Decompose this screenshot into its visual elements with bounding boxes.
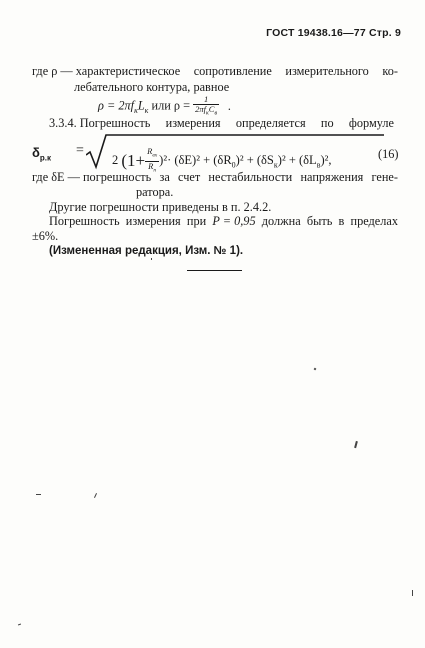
error-def-f: гене- <box>371 170 398 184</box>
equation-lhs-sub: р.к <box>39 153 52 163</box>
equation-number: (16) <box>378 147 399 161</box>
definition-text-a: где ρ — характеристическое <box>32 64 181 78</box>
scan-speck <box>151 258 152 260</box>
equation-body-5: )² + (δL <box>277 153 317 168</box>
equation-body-3-sub: 0 <box>231 160 236 170</box>
error-def-c: счет <box>178 170 201 184</box>
error-def-d: нестабильности <box>208 170 293 184</box>
scan-speck <box>314 368 317 371</box>
scan-speck <box>412 590 413 596</box>
section-heading <box>49 116 394 131</box>
definition-line-2: лебательного контура, равное <box>74 80 230 94</box>
scan-speck <box>36 494 41 495</box>
accuracy-d: P = 0,95 <box>212 214 256 228</box>
section-heading-b: измерения <box>165 116 221 130</box>
equation-body-4-sub: к <box>273 160 278 170</box>
accuracy-g: в <box>338 214 345 228</box>
equation-body-5-sub: в <box>316 160 321 170</box>
definition-line-1 <box>32 64 398 79</box>
rho-sub-2: к <box>144 106 149 116</box>
other-errors-line: Другие погрешности приведены в п. 2.4.2. <box>49 200 272 214</box>
rho-den-C: C <box>208 104 215 114</box>
error-definition-line-1 <box>32 170 398 185</box>
accuracy-f: быть <box>306 214 333 228</box>
error-definition-line-2: ратора. <box>136 185 174 199</box>
equation-equals: = <box>76 143 84 158</box>
error-def-e: напряжения <box>300 170 364 184</box>
equation-body-4: )² + (δS <box>235 153 274 168</box>
eq-num-sub: вх <box>152 152 158 159</box>
definition-text-c: измерительного <box>285 64 369 78</box>
scan-speck <box>354 441 357 448</box>
rho-den-text: 2πf <box>195 104 206 114</box>
accuracy-h: пределах <box>350 214 398 228</box>
equation-fraction-numerator <box>145 147 159 162</box>
accuracy-c: при <box>186 214 207 228</box>
equation-lhs <box>32 145 51 163</box>
rho-L: L <box>137 98 145 113</box>
section-divider <box>187 270 242 271</box>
scan-speck <box>18 624 21 626</box>
section-heading-c: определяется <box>235 116 306 130</box>
rho-den-sub-2: в <box>214 110 218 117</box>
error-def-a: где δE — погрешность <box>32 170 152 184</box>
equation-16 <box>32 133 402 173</box>
rho-or: или ρ = <box>148 98 191 113</box>
amendment-note: (Измененная редакция, Изм. № 1). <box>49 245 244 257</box>
section-heading-a: 3.3.4. Погрешность <box>49 116 151 130</box>
section-heading-d: по <box>320 116 334 130</box>
error-def-b: за <box>159 170 170 184</box>
page-header: ГОСТ 19438.16—77 Стр. 9 <box>266 27 401 39</box>
eq-den-R: R <box>148 160 154 171</box>
accuracy-a: Погрешность <box>49 214 120 228</box>
rho-dot: . <box>228 98 232 113</box>
accuracy-b: измерения <box>125 214 181 228</box>
scan-speck <box>94 493 97 498</box>
section-heading-e: формуле <box>348 116 394 130</box>
equation-body-1: 2 <box>112 153 119 168</box>
equation-lhs-delta: δ <box>32 145 40 160</box>
accuracy-e: должна <box>261 214 301 228</box>
eq-den-sub: п <box>153 167 157 174</box>
equation-body-2: (1+ <box>121 151 146 171</box>
definition-text-d: ко- <box>382 64 398 78</box>
equation-body-3: )²· (δE)² + (δR <box>159 153 232 168</box>
accuracy-line-2: ±6%. <box>32 229 59 243</box>
equation-body-6: )², <box>320 153 332 168</box>
accuracy-line-1 <box>49 214 398 229</box>
eq-num-R: R <box>147 146 153 156</box>
rho-formula-left: ρ = 2πf <box>98 98 135 113</box>
rho-sub-1: к <box>134 106 138 116</box>
rho-den-sub-1: к <box>205 110 209 117</box>
definition-text-b: сопротивление <box>193 64 272 78</box>
rho-fraction-numerator: 1 <box>193 95 219 105</box>
